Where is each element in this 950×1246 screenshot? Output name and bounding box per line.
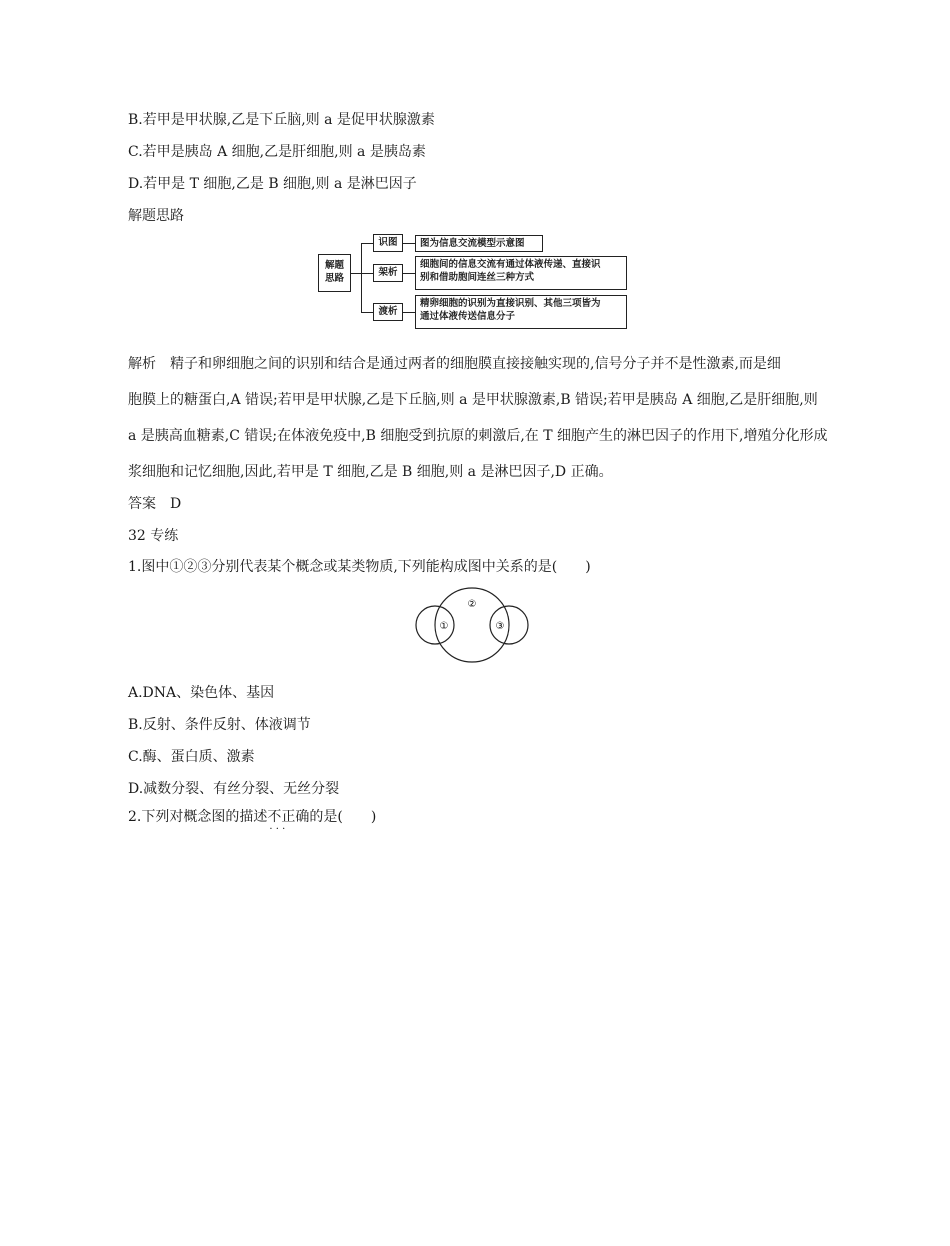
flowchart-root-line: 解题 bbox=[324, 260, 344, 271]
flowchart-desc-line: 细胞间的信息交流有通过体液传递、直接识 bbox=[420, 259, 601, 270]
venn-label-2: ② bbox=[467, 599, 477, 610]
q2-stem bbox=[128, 807, 376, 827]
answer-label: 答案 bbox=[128, 496, 156, 512]
answer bbox=[128, 494, 181, 514]
answer-value: D bbox=[170, 496, 182, 512]
flowchart-step-label: 架析 bbox=[373, 264, 403, 282]
flowchart-step-desc bbox=[415, 256, 627, 290]
flowchart-root bbox=[318, 254, 351, 292]
q1-stem: 1.图中①②③分别代表某个概念或某类物质,下列能构成图中关系的是( ) bbox=[128, 559, 591, 575]
q1-option-a: A.DNA、染色体、基因 bbox=[128, 685, 275, 701]
flowchart-step-desc bbox=[415, 295, 627, 329]
analysis-label: 解析 bbox=[128, 356, 156, 372]
flowchart-step-label: 识图 bbox=[373, 234, 403, 252]
flowchart-desc-line: 通过体液传送信息分子 bbox=[420, 311, 516, 322]
option-d: D.若甲是 T 细胞,乙是 B 细胞,则 a 是淋巴因子 bbox=[128, 176, 417, 192]
flowchart-step-desc bbox=[415, 235, 543, 252]
venn-diagram bbox=[410, 585, 535, 665]
section-title: 32 专练 bbox=[128, 528, 179, 544]
analysis-text: 胞膜上的糖蛋白,A 错误;若甲是甲状腺,乙是下丘脑,则 a 是甲状腺激素,B 错误;若甲是胰岛 A 细胞,乙是肝细胞,则 a 是胰高血糖素,C 错误;在体液免疫中,B 细胞受到抗原的刺激后,在 T 细胞产生的淋巴因子的作用下,增殖分化形成浆细胞和记忆细胞,因此,若甲是 T 细胞,乙是 B 细胞,则 a 是淋巴因子,D 正确。 bbox=[128, 392, 828, 480]
flowchart-desc-line: 精卵细胞的识别为直接识别、其他三项皆为 bbox=[420, 298, 601, 309]
q1-option-d: D.减数分裂、有丝分裂、无丝分裂 bbox=[128, 781, 340, 797]
q2-stem-emphasis: 不正确 · · · bbox=[267, 809, 309, 825]
q2-stem-post: 的是( ) bbox=[309, 809, 377, 825]
solution-flowchart bbox=[318, 234, 634, 330]
option-b: B.若甲是甲状腺,乙是下丘脑,则 a 是促甲状腺激素 bbox=[128, 112, 435, 128]
q1-option-b: B.反射、条件反射、体液调节 bbox=[128, 717, 311, 733]
q1-option-c: C.酶、蛋白质、激素 bbox=[128, 749, 255, 765]
flowchart-step-label: 渡析 bbox=[373, 303, 403, 321]
venn-label-1: ① bbox=[439, 621, 449, 632]
option-c: C.若甲是胰岛 A 细胞,乙是肝细胞,则 a 是胰岛素 bbox=[128, 144, 426, 160]
flowchart-desc-line: 图为信息交流模型示意图 bbox=[420, 238, 525, 249]
flowchart-root-line: 思路 bbox=[324, 273, 344, 284]
venn-label-3: ③ bbox=[495, 621, 505, 632]
flowchart-desc-line: 别和借助胞间连丝三种方式 bbox=[420, 272, 535, 283]
q2-stem-pre: 2.下列对概念图的描述 bbox=[128, 809, 268, 825]
analysis-paragraph bbox=[128, 346, 828, 490]
analysis-text: 精子和卵细胞之间的识别和结合是通过两者的细胞膜直接接触实现的,信号分子并不是性激素,而是细 bbox=[170, 356, 781, 372]
solution-heading: 解题思路 bbox=[128, 208, 184, 224]
